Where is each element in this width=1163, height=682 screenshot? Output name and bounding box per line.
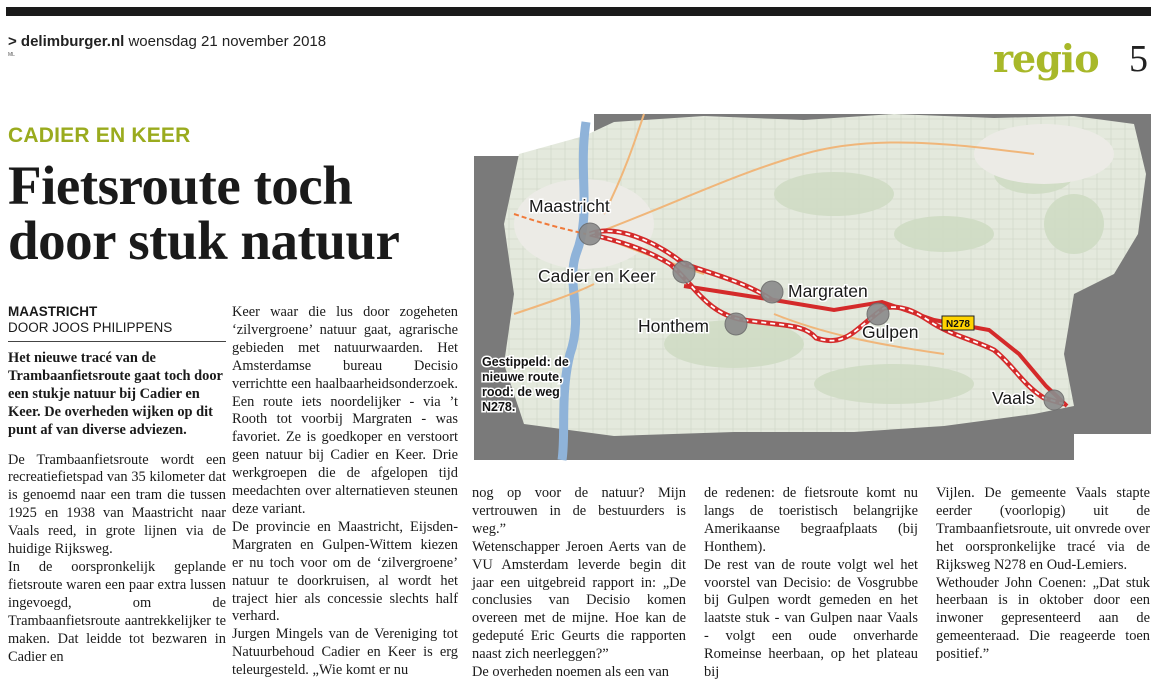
paragraph: nog op voor de natuur? Mijn vertrouwen in de bestuurders is weg.” (472, 485, 686, 537)
paragraph: Wetenschapper Jeroen Aerts van de VU Amsterdam leverde begin dit jaar een uitgebreid rapport in: „De conclusies van Decisio komen overeen met de mijne. Hoe kan de gedeputé Eric Geurts die rapporten naast zich neerleggen?” (472, 538, 686, 663)
column-2 (232, 304, 458, 680)
road-badge-label: N278 (946, 319, 970, 330)
map-label-gulpen: Gulpen (862, 322, 919, 342)
map-label-margraten: Margraten (788, 281, 868, 301)
town-marker-margraten (761, 281, 783, 303)
route-map (474, 114, 1151, 460)
paragraph: de redenen: de fietsroute komt nu langs de toeristisch belangrijke Amerikaanse begraafplaats (bij Honthem). (704, 485, 918, 555)
town-marker-vaals (1044, 390, 1064, 410)
byline-author: DOOR JOOS PHILIPPENS (8, 320, 226, 342)
town-marker-maastricht (579, 223, 601, 245)
paragraph: De rest van de route volgt wel het voorstel van Decisio: de Vosgrubbe bij Gulpen wordt gemeden en het laatste stuk - van Gulpen naar Vaals - volgt een oude onverharde Romeinse heerbaan, op het plateau bij (704, 556, 918, 681)
map-legend: Gestippeld: de nieuwe route, rood: de weg N278. (482, 355, 569, 414)
paragraph: In de oorspronkelijk geplande fietsroute waren een paar extra lussen ingevoegd, om de Trambaanfietsroute aantrekkelijker te maken. Dat leidde tot bezwaren in Cadier en (8, 558, 226, 665)
article-lead: Het nieuwe tracé van de Trambaanfietsroute gaat toch door een stukje natuur bij Cadier en Keer. De overheden wijken op dit punt af van diverse adviezen. (8, 350, 223, 438)
page-number: 5 (1129, 38, 1148, 80)
edition-date: woensdag 21 november 2018 (128, 33, 327, 50)
column-1 (8, 304, 226, 666)
section-title: regio (993, 36, 1099, 81)
town-marker-honthem (725, 313, 747, 335)
masthead-tiny-code: ML (8, 52, 15, 58)
article-headline: Fietsroute toch door stuk natuur (8, 155, 400, 271)
top-rule (6, 7, 1151, 16)
paragraph: Jurgen Mingels van de Vereniging tot Natuurbehoud Cadier en Keer is erg teleurgesteld. „Wie komt er nu (232, 626, 458, 679)
map-label-cadier: Cadier en Keer (538, 266, 656, 286)
paragraph: De overheden noemen als een van (472, 664, 669, 681)
paragraph: De Trambaanfietsroute wordt een recreatiefietspad van 35 kilometer dat is genoemd naar een tram die tussen 1925 en 1938 van Maastricht naar Vaals reed, in grote lijnen via de huidige Rijksweg. (8, 451, 226, 558)
paragraph: Keer waar die lus door zogeheten ‘zilvergroene’ natuur gaat, agrarische gebieden met natuurwaarden. Het Amsterdamse bureau Decisio verrichtte een haalbaarheidsonderzoek. Een route iets noordelijker - via ’t Rooth tot voorbij Margraten - was favoriet. Ze is goedkoper en verstoort geen natuur bij Cadier en Keer. Drie werkgroepen die de afgelopen tijd meedachten over alternatieven steunen deze variant. (232, 304, 458, 517)
column-5 (936, 485, 1150, 664)
column-4 (704, 485, 918, 682)
town-marker-cadier (673, 261, 695, 283)
paragraph: Wethouder John Coenen: „Dat stuk heerbaan is in oktober door een inwoner gepresenteerd aan de gemeenteraad. Die reageerde toen positief.” (936, 574, 1150, 663)
article-kicker: CADIER EN KEER (8, 124, 191, 147)
paragraph: De provincie en Maastricht, Eijsden-Margraten en Gulpen-Wittem kiezen er nu toch voor om de ‘zilvergroene’ natuur te doorkruisen, al wordt het traject hier als concessie slechts half verhard. (232, 518, 458, 625)
map-label-maastricht: Maastricht (529, 196, 610, 216)
map-label-vaals: Vaals (992, 388, 1035, 408)
byline-place: MAASTRICHT (8, 304, 98, 319)
map-label-honthem: Honthem (638, 316, 710, 336)
site-name: > delimburger.nl (8, 33, 125, 50)
masthead (8, 33, 327, 58)
column-3 (472, 485, 686, 682)
paragraph: Vijlen. De gemeente Vaals stapte eerder (voorlopig) uit de Trambaanfietsroute, uit onvrede over het oorspronkelijke tracé via de Rijksweg N278 en Oud-Lemiers. (936, 485, 1150, 573)
